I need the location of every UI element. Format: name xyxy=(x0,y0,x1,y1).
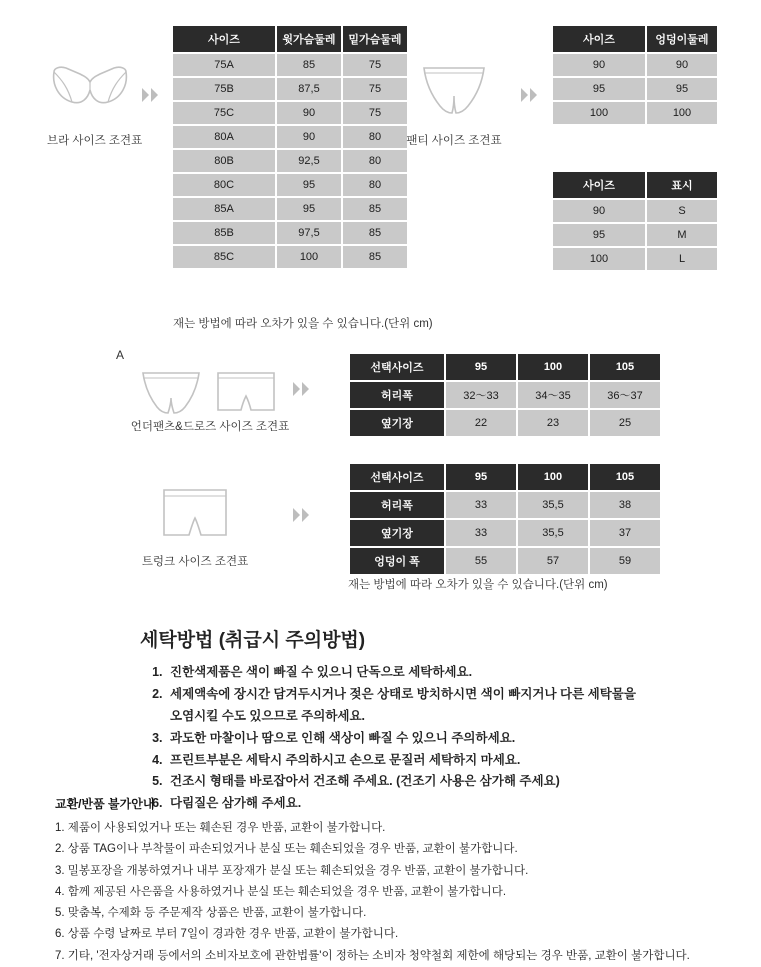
cell: 55 xyxy=(446,548,516,574)
wash-care-section xyxy=(140,625,640,815)
cell: 75 xyxy=(343,102,407,124)
cell: 97,5 xyxy=(277,222,341,244)
row-header: 옆기장 xyxy=(350,410,444,436)
cell: 100 xyxy=(647,102,717,124)
cell: 90 xyxy=(647,54,717,76)
row-header: 허리폭 xyxy=(350,382,444,408)
trunk-caption: 트렁크 사이즈 조견표 xyxy=(141,556,249,568)
cell: 85C xyxy=(173,246,275,268)
cell: 75A xyxy=(173,54,275,76)
cell: M xyxy=(647,224,717,246)
cell: 36〜37 xyxy=(590,382,660,408)
underpants-size-table xyxy=(348,352,662,438)
refund-policy-line: 7. 기타, '전자상거래 등에서의 소비자보호에 관한법률'이 정하는 소비자 청약철회 제한에 해당되는 경우 반품, 교환이 불가합니다. xyxy=(55,949,690,962)
refund-policy-line: 1. 제품이 사용되었거나 또는 훼손된 경우 반품, 교환이 불가합니다. xyxy=(55,822,386,834)
table-row xyxy=(173,54,407,76)
cell: 80 xyxy=(343,174,407,196)
cell: 80 xyxy=(343,126,407,148)
column-header: 사이즈 xyxy=(553,26,645,52)
column-header: 윗가슴둘레 xyxy=(277,26,341,52)
cell: 32〜33 xyxy=(446,382,516,408)
column-header: 엉덩이둘레 xyxy=(647,26,717,52)
table-row xyxy=(173,198,407,220)
cell: 85 xyxy=(343,198,407,220)
column-header: 100 xyxy=(518,354,588,380)
table-row xyxy=(350,520,660,546)
column-header: 95 xyxy=(446,464,516,490)
table-row xyxy=(173,222,407,244)
column-header: 105 xyxy=(590,354,660,380)
refund-policy-title: 교환/반품 불가안내 xyxy=(55,797,155,811)
panty-illustration xyxy=(420,62,488,118)
cell: 80 xyxy=(343,150,407,172)
refund-policy-line: 5. 맞춤복, 수제화 등 주문제작 상품은 반품, 교환이 불가합니다. xyxy=(55,907,367,920)
column-header: 사이즈 xyxy=(173,26,275,52)
cell: 85 xyxy=(277,54,341,76)
wash-care-list xyxy=(140,662,640,815)
cell: S xyxy=(647,200,717,222)
list-item: 5. 건조시 형태를 바로잡아서 건조해 주세요. (건조기 사용은 삼가해 주세요) xyxy=(166,771,640,793)
cell: 87,5 xyxy=(277,78,341,100)
cell: 85B xyxy=(173,222,275,244)
wash-care-title: 세탁방법 (취급시 주의방법) xyxy=(140,630,366,651)
cell: 100 xyxy=(553,248,645,270)
list-item: 2. 세제액속에 장시간 담겨두시거나 젖은 상태로 방치하시면 색이 빠지거나 다른 세탁물을 오염시킬 수도 있으므로 주의하세요. xyxy=(166,684,640,728)
column-header: 105 xyxy=(590,464,660,490)
cell: 80C xyxy=(173,174,275,196)
cell: 75 xyxy=(343,54,407,76)
cell: 90 xyxy=(277,126,341,148)
trunk-illustration xyxy=(160,485,230,541)
refund-policy-line: 4. 함께 제공된 사은품을 사용하였거나 분실 또는 훼손되었을 경우 반품, 교환이 불가합니다. xyxy=(55,885,507,898)
list-item: 3. 과도한 마찰이나 땀으로 인해 색상이 빠질 수 있으니 주의하세요. xyxy=(166,728,640,750)
table-row xyxy=(350,492,660,518)
refund-policy-line: 6. 상품 수령 날짜로 부터 7일이 경과한 경우 반품, 교환이 불가합니다. xyxy=(55,928,399,941)
table-row xyxy=(173,102,407,124)
cell: 34〜35 xyxy=(518,382,588,408)
cell: 35,5 xyxy=(518,492,588,518)
panty-arrow-icon xyxy=(521,88,537,102)
cell: 75 xyxy=(343,78,407,100)
cell: 95 xyxy=(553,224,645,246)
table-header-row xyxy=(173,26,407,52)
table-row xyxy=(173,150,407,172)
cell: 85 xyxy=(343,246,407,268)
column-header: 표시 xyxy=(647,172,717,198)
row-header: 옆기장 xyxy=(350,520,444,546)
table-row xyxy=(553,78,717,100)
underpants-mark-a: A xyxy=(116,348,125,362)
table-row xyxy=(173,78,407,100)
panty-caption: 팬티 사이즈 조견표 xyxy=(406,135,502,147)
cell: 59 xyxy=(590,548,660,574)
cell: 33 xyxy=(446,520,516,546)
refund-policy-line: 2. 상품 TAG이나 부착물이 파손되었거나 분실 또는 훼손되었을 경우 반품, 교환이 불가합니다. xyxy=(55,843,518,856)
bra-arrow-icon xyxy=(142,88,158,102)
trunk-arrow-icon xyxy=(293,508,309,522)
refund-policy-section xyxy=(55,795,745,967)
panty-hip-table xyxy=(551,24,719,126)
bra-illustration xyxy=(50,62,130,114)
trunk-measure-note: 재는 방법에 따라 오차가 있을 수 있습니다.(단위 cm) xyxy=(348,579,608,591)
table-row xyxy=(350,548,660,574)
cell: 95 xyxy=(277,198,341,220)
column-header: 사이즈 xyxy=(553,172,645,198)
column-header: 95 xyxy=(446,354,516,380)
cell: 35,5 xyxy=(518,520,588,546)
row-header: 선택사이즈 xyxy=(350,354,444,380)
cell: 38 xyxy=(590,492,660,518)
table-row xyxy=(173,246,407,268)
cell: 75C xyxy=(173,102,275,124)
cell: 90 xyxy=(553,200,645,222)
table-row xyxy=(553,200,717,222)
table-row xyxy=(350,410,660,436)
table-row xyxy=(173,174,407,196)
bra-measure-note: 재는 방법에 따라 오차가 있을 수 있습니다.(단위 cm) xyxy=(173,318,433,330)
cell: 100 xyxy=(277,246,341,268)
bra-size-table xyxy=(171,24,409,270)
cell: 90 xyxy=(553,54,645,76)
table-header-row xyxy=(553,26,717,52)
row-header: 허리폭 xyxy=(350,492,444,518)
bra-caption: 브라 사이즈 조견표 xyxy=(47,135,143,147)
cell: 57 xyxy=(518,548,588,574)
table-header-row xyxy=(553,172,717,198)
cell: 75B xyxy=(173,78,275,100)
underpants-arrow-icon xyxy=(293,382,309,396)
cell: 22 xyxy=(446,410,516,436)
column-header: 밑가슴둘레 xyxy=(343,26,407,52)
table-row xyxy=(173,126,407,148)
cell: 95 xyxy=(647,78,717,100)
cell: L xyxy=(647,248,717,270)
column-header: 100 xyxy=(518,464,588,490)
panty-label-table xyxy=(551,170,719,272)
row-header: 엉덩이 폭 xyxy=(350,548,444,574)
cell: 85 xyxy=(343,222,407,244)
cell: 80B xyxy=(173,150,275,172)
list-item: 4. 프린트부분은 세탁시 주의하시고 손으로 문질러 세탁하지 마세요. xyxy=(166,750,640,772)
cell: 92,5 xyxy=(277,150,341,172)
table-row xyxy=(350,354,660,380)
cell: 85A xyxy=(173,198,275,220)
cell: 25 xyxy=(590,410,660,436)
underpants-caption: 언더팬츠&드로즈 사이즈 조견표 xyxy=(130,421,290,433)
cell: 95 xyxy=(553,78,645,100)
cell: 33 xyxy=(446,492,516,518)
refund-policy-line: 3. 밀봉포장을 개봉하였거나 내부 포장재가 분실 또는 훼손되었을 경우 반품, 교환이 불가합니다. xyxy=(55,864,529,877)
table-row xyxy=(553,224,717,246)
table-row xyxy=(350,382,660,408)
cell: 23 xyxy=(518,410,588,436)
table-row xyxy=(553,102,717,124)
list-item: 6. 다림질은 삼가해 주세요. xyxy=(166,793,640,815)
drawers-illustration xyxy=(215,368,277,416)
cell: 90 xyxy=(277,102,341,124)
table-row xyxy=(350,464,660,490)
cell: 100 xyxy=(553,102,645,124)
table-row xyxy=(553,54,717,76)
list-item: 1. 진한색제품은 색이 빠질 수 있으니 단독으로 세탁하세요. xyxy=(166,662,640,684)
trunk-size-table xyxy=(348,462,662,576)
underpants-illustration xyxy=(140,368,202,416)
row-header: 선택사이즈 xyxy=(350,464,444,490)
cell: 37 xyxy=(590,520,660,546)
cell: 95 xyxy=(277,174,341,196)
table-row xyxy=(553,248,717,270)
cell: 80A xyxy=(173,126,275,148)
